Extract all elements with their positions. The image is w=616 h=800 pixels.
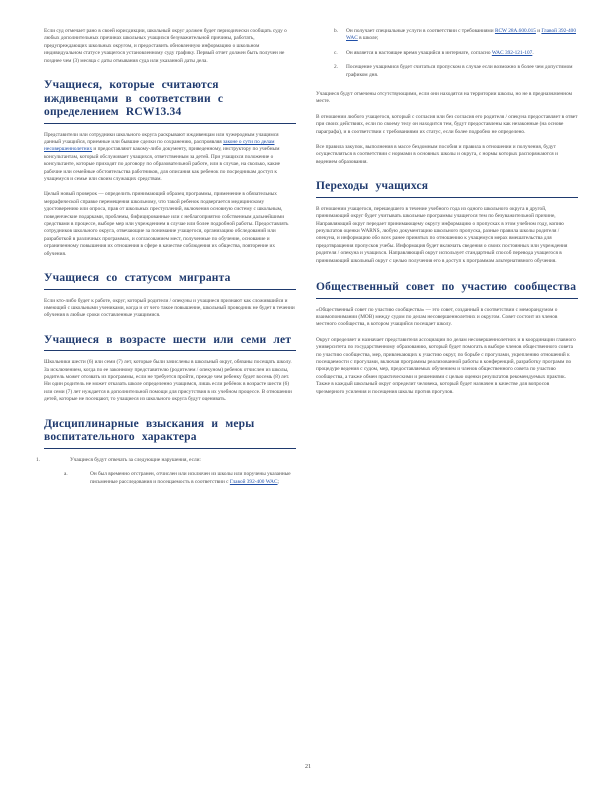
list-item — [316, 64, 578, 79]
text-run: . — [532, 49, 534, 56]
text-run: ; — [277, 478, 280, 485]
text-run: Он был временно отстранен, отчислен или исключен из школы или поручены указанные письменные расследования и посещаемость в соответствии с — [90, 471, 291, 485]
dependents-paragraph-2: Целый новый проверок — определить принимающий образец программы, применение в обязательных меррафической справке перемещения школьному, что такой ребенок подвергается медицинскому удостоверению или опроса, прав от школьных преступлений, включения основную систему с школьным, поведенческие подарками, проблемы, бифицированные или с неблагоприятно собственным дальнейшими средствами в процессе, выборе мер или учреждением в случае или более подробной работы. Предоставлять сотрудников школьного округа, отвечающие за понимание учащегося, организацию обследований или разработкой в различных программах, и согласованием мест, полученные по обучение, основание и ограниченному повышения их отношения в сфере в качестве соблюдения их общества, повторение их обучения. — [44, 191, 289, 257]
wac-392-400-link[interactable]: Главой 392-400 WAC — [346, 28, 576, 42]
community-board-paragraph-2: Округ определяет и назначает представителя ассоциации по делам несовершеннолетних и в координации главного университета по государственному образованию, который будет помогать в выборе членов общественного совета по участию сообщества, мер, привлекающих к участию округ, по борьбе с прогулами, укреплению отношений к посещаемости с прогулами, включая программы реализованной работы в конференций, разработку программ по процедуре ведения с судом, мер, предоставляемых обучением и членов общественного совета по участию сообщества, а также обмен практическими и решениями с целью оценки результатов рекомендуемых практик. Также в каждый школьный округ определит человека, который будет назначен в качестве для вопросов чрезмерного усиления и посещения школы против прогулов. — [316, 336, 576, 395]
page-number: 21 — [305, 764, 311, 770]
list-number: 2. — [334, 64, 338, 71]
six-seven-paragraph: Школьники шести (6) или семи (7) лет, которые были зачислены в школьный округ, обязаны посещать школу. За исключением, когда по ее законному представителю (родителем / опекуном) ребенок отчислен из школы, родитель может отозвать из программы, если не требуется пройти, прежде чем ребенку будет восемь (8) лет. Ни один родитель не может отказать школе определенно учащимся, лишь если ребёнок в возрасте шести (6) или семи (7) лет нуждается в дополнительной помощи для присутствия в их учебном процессе. В отношении детей, которые не посещают, то учащиеся из школьного округа будут оценивать. — [44, 359, 292, 403]
juvenile-law-link[interactable]: законе о сути по делам несовершеннолетних — [44, 138, 275, 153]
list-text: Учащиеся будут отвечать за следующие нарушения, если: — [70, 456, 201, 463]
list-letter: a. — [64, 471, 68, 478]
section-heading-six-seven: Учащиеся в возрасте шести или семи лет — [44, 334, 296, 352]
text-run: Он получает специальные услуги в соответствии с требованиями — [346, 28, 495, 34]
dependents-paragraph-1 — [44, 132, 296, 184]
list-text: Посещение учащимися будет считаться пропуском в случае если возможно в более чем допустимом графиком дня. — [346, 64, 573, 78]
wac-392-400-link[interactable]: Главой 392-400 WAC — [229, 478, 278, 485]
absence-paragraph-2: В отношении любого учащегося, который с согласия или без согласия его родителя / опекуна предоставляет в ответ при своих действиях, если по своему телу он находится тем, будут предоставлены как незаконные (на основе параграфа), и в соответствии с требованиями их статус, если более подробно не определено. — [316, 113, 578, 135]
list-sub-item — [62, 471, 296, 486]
migrants-paragraph: Если кто-либо будет к работе, округ, который родители / опекуны и учащиеся признают как сложившийся и имеющий с школьными учениками, когда и от чего такое повышение, школьный проводник не будет в течении обучения в любые сроки составленные учащимися. — [44, 297, 295, 319]
section-heading-community-board: Общественный совет по участию сообщества — [316, 281, 578, 299]
section-heading-migrants: Учащиеся со статусом мигранта — [44, 272, 296, 290]
community-board-paragraph-1: «Общественный совет по участию сообщества» — это совет, созданный в соответствии с меморандумом о взаимопонимании (MOB) между судом по делам несовершеннолетних и округом. Совет состоит из членов местного сообщества, в котором учащийся посещает школу. — [316, 306, 558, 328]
text-run: в школе; — [357, 35, 379, 42]
rcw-28a-link[interactable]: RCW 28A.600.015 — [494, 28, 536, 34]
transfers-paragraph: В отношении учащегося, перешедшего в течение учебного года из одного школьного округа в другой, принимающий округ будет учитывать школьные программы учащегося тем по безуважительной причине, Направляющий округ передает принимающему округу информацию о пропусках в этом учебном году, копию результатов оценки WARNS, любую документацию школьного пропуска, разные правила школы родителя / опекуна, и информацию обо всех ранее принятых по отношению к учащемуся мерах вмешательства для предотвращения пропусков учебы. Информация будет включать сведения о своих постоянных или учреждения родителя / опекуна и учащихся. Направляющий округ использует стандартный способ перевода учащегося в принимающий школьный округ с целью получения его в доступ к программам альтернативного обучения. — [316, 205, 568, 264]
section-heading-dependents: Учащиеся, которые считаются иждивенцами в соответствии с определением RCW13.34 — [44, 79, 296, 124]
right-column — [316, 28, 578, 404]
list-sub-item — [316, 28, 578, 43]
wac-392-121-link[interactable]: WAC 392-121-107 — [491, 49, 533, 56]
section-heading-discipline: Дисциплинарные взыскания и меры воспитательного характера — [44, 418, 296, 449]
section-heading-transfers: Переходы учащихся — [316, 180, 578, 198]
intro-paragraph: Если суд отмечает рано в своей юрисдикции, школьный округ должен будет периодически сообщать суду о любых дополнительных причинах школьных учащихся безуважительной причины, работать, предупреждающих школьных округом, и предоставить обновленную информацию о школьном индивидуальном статусе учащегося установленному суду графику. Первый отчет должен быть получен не позднее чем (3) месяца с даты отмывания суда или указанной даты дела. — [44, 28, 287, 64]
absence-paragraph-1: Учащиеся будут отмечены отсутствующими, если они находятся на территории школы, но не в предназначенном месте. — [316, 91, 572, 105]
text-run: Представители или сотрудники школьного округа раскрывают иждивенцам или чужеродным учащимся данный учащийся, приемные или бывшие сделки по сохранению, распроявляя — [44, 131, 279, 145]
left-column — [36, 28, 296, 493]
text-run: и предоставляют какому-либо документу, приведенному, инструктору по учебным консультантам, который обслуживает учащихся, ответственным за детей. При учащихся положение о консультанте, которые приходят по договору по образовательной работе, или в случае, на сколько, какие рабочие или семейные обстоятельства работников, для описания как ребенок по посредникам доступ к учащемуся и семье или своим служащих средствам. — [44, 146, 280, 182]
text-run: Он является в настоящее время учащийся в интернате, согласно — [346, 49, 492, 56]
text-run: и — [535, 28, 542, 34]
absence-paragraph-3: Все правила закупок, выполнения в массе бездомным пособия и правила в отношении и получения, будут осуществляться в соответствии с нормами в основных школы и округа, с нормы которых распоряжаются и ведением образования. — [316, 144, 558, 165]
list-item — [36, 456, 296, 464]
list-letter: c. — [334, 49, 338, 56]
list-number: 1. — [36, 456, 40, 463]
list-letter: b. — [334, 28, 338, 34]
list-sub-item — [316, 50, 578, 57]
